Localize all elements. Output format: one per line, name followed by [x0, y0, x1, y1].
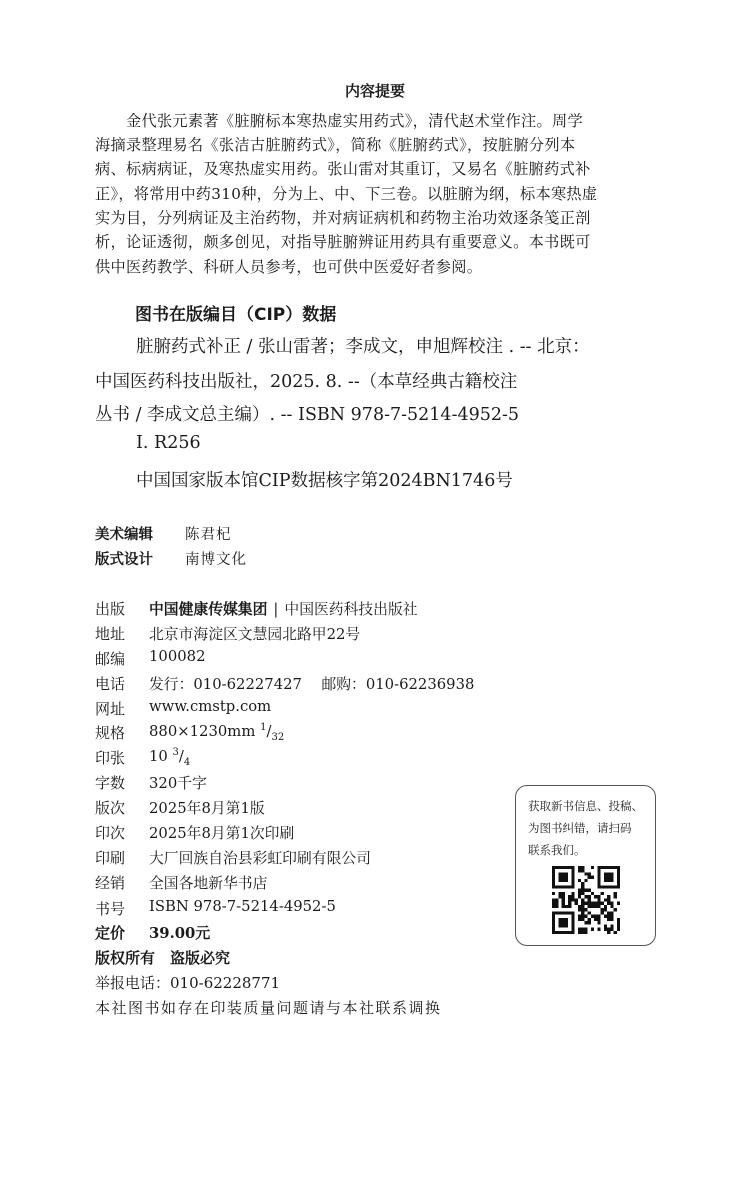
format-value: 880×1230mm $^1/_{32}$ — [149, 722, 285, 743]
sheets-main: 10 — [149, 747, 173, 765]
impression-label: 印次 — [95, 824, 126, 842]
edition-label: 版次 — [95, 799, 126, 817]
publisher-value — [149, 598, 418, 619]
summary-line: 金代张元素著《脏腑标本寒热虚实用药式》，清代赵术堂作注。周学 — [95, 112, 583, 130]
distributor-label: 经销 — [95, 874, 126, 892]
word-count-label: 字数 — [95, 774, 126, 792]
price-label: 定价 — [95, 924, 126, 942]
impression-value: 2025年8月第1次印刷 — [149, 825, 295, 842]
postcode-label: 邮编 — [95, 650, 126, 668]
cip-line: 中国国家版本馆CIP数据核字第2024BN1746号 — [136, 471, 513, 491]
sheets-denominator: 4 — [183, 756, 191, 768]
qr-code-icon[interactable] — [552, 866, 620, 934]
isbn-value: ISBN 978-7-5214-4952-5 — [149, 898, 336, 915]
summary-line: 病、标病病证，及寒热虚实用药。张山雷对其重订，又易名《脏腑药式补 — [95, 160, 591, 178]
summary-line: 析，论证透彻，颇多创见，对指导脏腑辨证用药具有重要意义。本书既可 — [95, 233, 591, 251]
postcode-value: 100082 — [149, 648, 206, 665]
format-denominator: 32 — [271, 731, 285, 743]
publisher-label: 出版 — [95, 600, 126, 618]
format-label: 规格 — [95, 724, 126, 742]
format-main: 880×1230mm — [149, 722, 261, 740]
quality-notice: 本社图书如存在印装质量问题请与本社联系调换 — [95, 999, 442, 1017]
sheets-value: 10 $^3/_4$ — [149, 747, 191, 768]
layout-design-name: 南博文化 — [185, 552, 247, 568]
copyright-notice: 版权所有 盗版必究 — [95, 949, 231, 967]
summary-line: 供中医药教学、科研人员参考，也可供中医爱好者参阅。 — [95, 258, 483, 276]
summary-line: 实为目，分列病证及主治药物，并对病证病机和药物主治功效逐条笺正剖 — [95, 209, 591, 227]
qr-text-line: 联系我们。 — [528, 843, 586, 857]
phone-label: 电话 — [95, 675, 126, 693]
address-label: 地址 — [95, 625, 126, 643]
layout-design-label: 版式设计 — [95, 552, 153, 568]
cip-line: Ⅰ. R256 — [136, 433, 201, 453]
qr-text-line: 为图书纠错，请扫码 — [528, 821, 632, 835]
cip-line: 脏腑药式补正 / 张山雷著；李成文，申旭辉校注 . -- 北京： — [136, 337, 590, 357]
word-count-value: 320千字 — [149, 775, 207, 792]
cip-line: 中国医药科技出版社，2025. 8. --（本草经典古籍校注 — [95, 372, 518, 392]
publisher-separator: | — [273, 601, 279, 618]
qr-text-line: 获取新书信息、投稿、 — [528, 799, 643, 813]
sheets-label: 印张 — [95, 749, 126, 767]
edition-value: 2025年8月第1版 — [149, 800, 265, 817]
printer-value: 大厂回族自治县彩虹印刷有限公司 — [149, 850, 371, 867]
format-numerator: 1 — [260, 722, 267, 733]
publisher-name: 中国医药科技出版社 — [284, 601, 418, 618]
cip-line: 丛书 / 李成文总主编）. -- ISBN 978-7-5214-4952-5 — [95, 405, 520, 425]
address-value: 北京市海淀区文慧园北路甲22号 — [149, 626, 361, 643]
distributor-value: 全国各地新华书店 — [149, 875, 268, 892]
summary-line: 正》，将常用中药310种，分为上、中、下三卷。以脏腑为纲，标本寒热虚 — [95, 185, 598, 203]
cip-heading: 图书在版编目（CIP）数据 — [135, 305, 337, 325]
price-value: 39.00元 — [149, 925, 211, 942]
art-editor-label: 美术编辑 — [95, 527, 153, 543]
summary-title: 内容提要 — [344, 82, 405, 100]
printer-label: 印刷 — [95, 849, 126, 867]
art-editor-name: 陈君杞 — [185, 527, 232, 543]
publisher-group: 中国健康传媒集团 — [149, 601, 268, 618]
website-label: 网址 — [95, 700, 126, 718]
isbn-label: 书号 — [95, 900, 126, 918]
summary-line: 海摘录整理易名《张洁古脏腑药式》，简称《脏腑药式》，按脏腑分列本 — [95, 136, 576, 154]
sheets-numerator: 3 — [172, 747, 179, 758]
qr-contact-box — [515, 785, 656, 946]
report-phone: 举报电话：010-62228771 — [95, 974, 281, 992]
phone-value: 发行：010-62227427 邮购：010-62236938 — [149, 676, 475, 693]
website-value: www.cmstp.com — [149, 698, 272, 715]
